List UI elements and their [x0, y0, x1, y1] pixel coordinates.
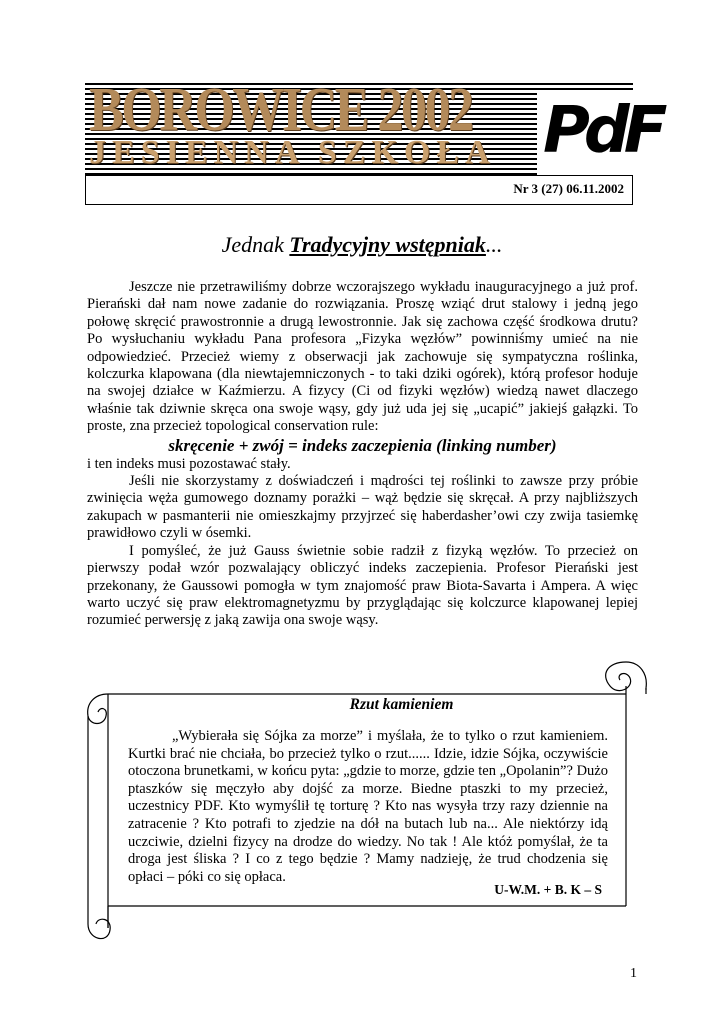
- scroll-text: „Wybierała się Sójka za morze” i myślała, że to tylko o rzut kamieniem. Kurtki brać nie chciała, bo przecież tylko o rzut...... Idzie, idzie Sójka, oczywiście otoczona brunetkami, w końcu pyta: „gdzie to morze, gdzie ten „Opolanin”? Dużo ptaszków się męczyło aby dojść za morze. Biedne ptaszki to my przecież, uczestnicy PDF. Kto wymyślił tę torturę ? Kto nas wysyła trzy razy dziennie na zatracenie ? Kto potrafi to zjedzie na dół na butach lub na... Ale niektórzy idą uczciwie, dzielni fizycy na drodze do wiedzy. No tak ! Ale któż pomyślał, że ta droga jest śliska ? I co z tego będzie ? Mamy nadzieję, że trud chodzenia się opłaci – póki co się opłaca.: [128, 728, 608, 885]
- formula: skręcenie + zwój = indeks zaczepienia (linking number): [168, 435, 557, 455]
- heading-strong: Tradycyjny wstępniak: [289, 232, 486, 257]
- scroll-title: Rzut kamieniem: [349, 696, 454, 713]
- heading-tail: ...: [485, 232, 503, 257]
- scroll-signature: U-W.M. + B. K – S: [494, 882, 602, 897]
- heading-light: Jednak: [221, 232, 290, 257]
- pdf-logo: [537, 91, 662, 175]
- paragraph: I pomyśleć, że już Gauss świetnie sobie radził z fizyką węzłów. To przecież on pierwszy podał wzór pozwalający obliczyć indeks zaczepienia. Profesor Pierański jest przekonany, że Gaussowi pomogła w tym znajomość praw Biota-Savarta i Ampera. A więc warto uczyć się praw elektromagnetyzmu by przyglądając się kolczurce klapowanej lepiej rozumieć perwersję z jaką zawija ona swoje wąsy.: [87, 542, 638, 629]
- masthead: [85, 76, 662, 208]
- formula-followup: i ten indeks musi pozostawać stały.: [87, 455, 291, 472]
- issue-number: Nr 3 (27) 06.11.2002: [513, 181, 624, 196]
- paragraph: Jeśli nie skorzystamy z doświadczeń i mądrości tej roślinki to zawsze przy próbie zwinięcia węża gumowego doznamy porażki – wąż będzie się skręcał. A przy najbliższych zakupach w pasmanterii nie omieszkajmy przyjrzeć się haberdasher’owi czy zwija tasiemkę prawidłowo czyli w ósemki.: [87, 473, 638, 542]
- editorial-heading: [0, 232, 724, 258]
- editorial-article: [87, 279, 638, 630]
- scroll-box: [78, 652, 648, 952]
- page-number: 1: [630, 966, 637, 981]
- masthead-subtitle: JESIENNA SZKOŁA: [89, 134, 496, 171]
- masthead-title: BOROWICE 2002: [89, 76, 472, 144]
- issue-box: [85, 175, 633, 205]
- paragraph: Jeszcze nie przetrawiliśmy dobrze wczorajszego wykładu inauguracyjnego a już prof. Pierański dał nam nowe zadanie do rozwiązania. Proszę wziąć drut stalowy i jedną jego połowę skręcić prawostronnie a drugą lewostronnie. Jak się zachowa część środkowa drutu? Po wysłuchaniu wykładu Pana profesora „Fizyka węzłów” powinniśmy umieć na nie odpowiedzieć. Przecież wiemy z obserwacji jak zachowuje się sympatyczna roślinka, kolczurka klapowana (dla niewtajemniczonych - to taki dziki ogórek), którą profesor hoduje na swojej działce w Kaźmierzu. A fizycy (Ci od fizyki węzłów) wiedzą nawet dlaczego właśnie tak dziwnie skręca ona swoje wąsy, gdy już uda jej się „ucapić” jakiejś gałązki. To proste, zna przecież topological conservation rule:: [87, 279, 638, 435]
- pdf-logo-text: PdF: [543, 94, 662, 168]
